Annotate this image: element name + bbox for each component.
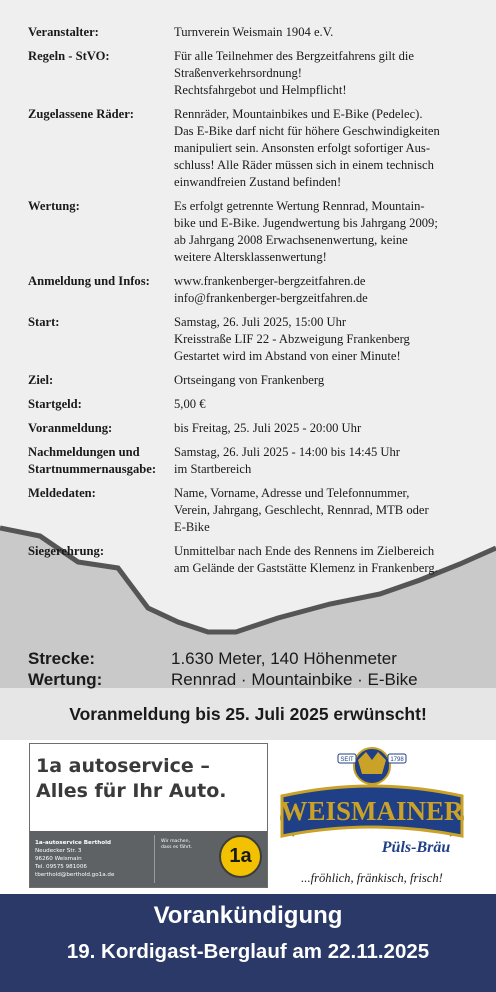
ad-info-bar bbox=[30, 831, 267, 887]
announcement-title: Vorankündigung bbox=[153, 902, 343, 929]
preregistration-notice: Voranmeldung bis 25. Juli 2025 erwünscht! bbox=[69, 704, 427, 724]
detail-row-rules bbox=[28, 48, 478, 99]
detail-value bbox=[174, 444, 478, 478]
detail-line: Unmittelbar nach Ende des Rennens im Zielbereich bbox=[174, 544, 435, 558]
summary-value: Rennrad · Mountainbike · E-Bike bbox=[171, 670, 418, 689]
ad-address bbox=[35, 839, 114, 879]
detail-label: Zugelassene Räder: bbox=[28, 107, 134, 121]
beer-slogan: ...fröhlich, fränkisch, frisch! bbox=[301, 871, 443, 885]
detail-value bbox=[174, 372, 478, 389]
summary-value: 1.630 Meter, 140 Höhenmeter bbox=[171, 649, 397, 668]
detail-row-late-registration bbox=[28, 444, 478, 478]
detail-label: Anmeldung und Infos: bbox=[28, 274, 150, 288]
detail-value bbox=[174, 106, 478, 191]
detail-line: manipuliert sein. Ansonsten erfolgt sofortiger Aus- bbox=[174, 141, 431, 155]
detail-line: bike und E-Bike. Jugendwertung bis Jahrgang 2009; bbox=[174, 216, 438, 230]
detail-line: Das E-Bike darf nicht für höhere Geschwindigkeiten bbox=[174, 124, 440, 138]
ad-company: 1a-autoservice Berthold bbox=[35, 840, 112, 846]
detail-line: Ortseingang von Frankenberg bbox=[174, 373, 325, 387]
autoservice-ad[interactable] bbox=[29, 743, 268, 888]
detail-row-start bbox=[28, 314, 478, 365]
detail-value bbox=[174, 485, 478, 536]
summary-row-course bbox=[28, 648, 478, 669]
website-link[interactable]: www.frankenberger-bergzeitfahren.de bbox=[174, 274, 366, 288]
detail-label: Voranmeldung: bbox=[28, 421, 113, 435]
detail-line: Samstag, 26. Juli 2025, 15:00 Uhr bbox=[174, 315, 347, 329]
detail-line: E-Bike bbox=[174, 520, 210, 534]
ad-email: tberthold@berthold.go1a.de bbox=[35, 872, 115, 878]
detail-row-bikes bbox=[28, 106, 478, 191]
detail-line: bis Freitag, 25. Juli 2025 - 20:00 Uhr bbox=[174, 421, 362, 435]
detail-value bbox=[174, 24, 478, 41]
summary-label: Strecke: bbox=[28, 649, 96, 668]
detail-line: Verein, Jahrgang, Geschlecht, Rennrad, MTB oder bbox=[174, 503, 429, 517]
detail-label: Regeln - StVO: bbox=[28, 49, 110, 63]
detail-row-scoring bbox=[28, 198, 478, 266]
detail-line: Kreisstraße LIF 22 - Abzweigung Frankenberg bbox=[174, 332, 410, 346]
detail-label: Veranstalter: bbox=[28, 25, 99, 39]
weismainer-logo bbox=[276, 740, 468, 872]
detail-value bbox=[174, 396, 478, 413]
detail-line: am Gelände der Gaststätte Klemenz in Frankenberg. bbox=[174, 561, 438, 575]
detail-row-organizer bbox=[28, 24, 478, 41]
detail-line: Samstag, 26. Juli 2025 - 14:00 bis 14:45 Uhr bbox=[174, 445, 400, 459]
weismainer-ad[interactable] bbox=[276, 740, 468, 894]
detail-value bbox=[174, 198, 478, 266]
logo-sub: Püls-Bräu bbox=[381, 839, 451, 856]
detail-value bbox=[174, 543, 478, 577]
detail-line: Gestartet wird im Abstand von einer Minute! bbox=[174, 349, 401, 363]
detail-row-entry-data bbox=[28, 485, 478, 536]
detail-value bbox=[174, 48, 478, 99]
detail-line: schluss! Alle Räder müssen sich in einem technisch bbox=[174, 158, 434, 172]
detail-value bbox=[174, 273, 478, 307]
detail-line: Rennräder, Mountainbikes und E-Bike (Pedelec). bbox=[174, 107, 423, 121]
summary-label: Wertung: bbox=[28, 670, 103, 689]
detail-line: Straßenverkehrsordnung! bbox=[174, 66, 302, 80]
detail-row-preregistration bbox=[28, 420, 478, 437]
announcement-banner bbox=[0, 894, 496, 992]
logo-year: 1798 bbox=[390, 757, 404, 763]
detail-line: Name, Vorname, Adresse und Telefonnummer, bbox=[174, 486, 410, 500]
detail-line: Es erfolgt getrennte Wertung Rennrad, Mountain- bbox=[174, 199, 425, 213]
detail-row-registration bbox=[28, 273, 478, 307]
detail-line: im Startbereich bbox=[174, 462, 252, 476]
detail-label: Meldedaten: bbox=[28, 486, 96, 500]
detail-value bbox=[174, 314, 478, 365]
detail-line: weitere Altersklassenwertung! bbox=[174, 250, 327, 264]
detail-line: Turnverein Weismain 1904 e.V. bbox=[174, 25, 334, 39]
ad-divider bbox=[154, 835, 155, 883]
sponsor-section bbox=[0, 740, 496, 894]
email-link[interactable]: info@frankenberger-bergzeitfahren.de bbox=[174, 291, 368, 305]
detail-line: ab Jahrgang 2008 Erwachsenenwertung, keine bbox=[174, 233, 408, 247]
announcement-event: 19. Kordigast-Berglauf am 22.11.2025 bbox=[66, 940, 430, 963]
ad-city: 96260 Weismain bbox=[35, 856, 82, 862]
ad-headline: 1a autoservice – Alles für Ihr Auto. bbox=[36, 755, 227, 802]
ad-street: Neudecker Str. 3 bbox=[35, 848, 82, 854]
detail-row-finish bbox=[28, 372, 478, 389]
detail-label: Wertung: bbox=[28, 199, 80, 213]
detail-label: Siegerehrung: bbox=[28, 544, 105, 558]
detail-line: 5,00 € bbox=[174, 397, 206, 411]
course-summary bbox=[28, 648, 478, 690]
detail-value bbox=[174, 420, 478, 437]
detail-line: Rechtsfahrgebot und Helmpflicht! bbox=[174, 83, 347, 97]
autoservice-logo: 1a bbox=[219, 835, 262, 878]
detail-label: Start: bbox=[28, 315, 60, 329]
detail-row-award-ceremony bbox=[28, 543, 478, 577]
summary-row-scoring bbox=[28, 669, 478, 690]
detail-row-fee bbox=[28, 396, 478, 413]
event-details bbox=[28, 24, 478, 584]
ad-slogan: Wir machen, dass es fährt. bbox=[161, 839, 193, 850]
logo-seit: SEIT bbox=[340, 757, 354, 763]
ad-phone: Tel. 09575 981006 bbox=[35, 864, 87, 870]
detail-label: Ziel: bbox=[28, 373, 54, 387]
logo-brand: WEISMAINER bbox=[280, 796, 464, 826]
detail-line: einwandfreien Zustand befinden! bbox=[174, 175, 342, 189]
detail-line: Für alle Teilnehmer des Bergzeitfahrens gilt die bbox=[174, 49, 414, 63]
detail-label: Nachmeldungen und Startnummernausgabe: bbox=[28, 445, 157, 476]
detail-label: Startgeld: bbox=[28, 397, 82, 411]
